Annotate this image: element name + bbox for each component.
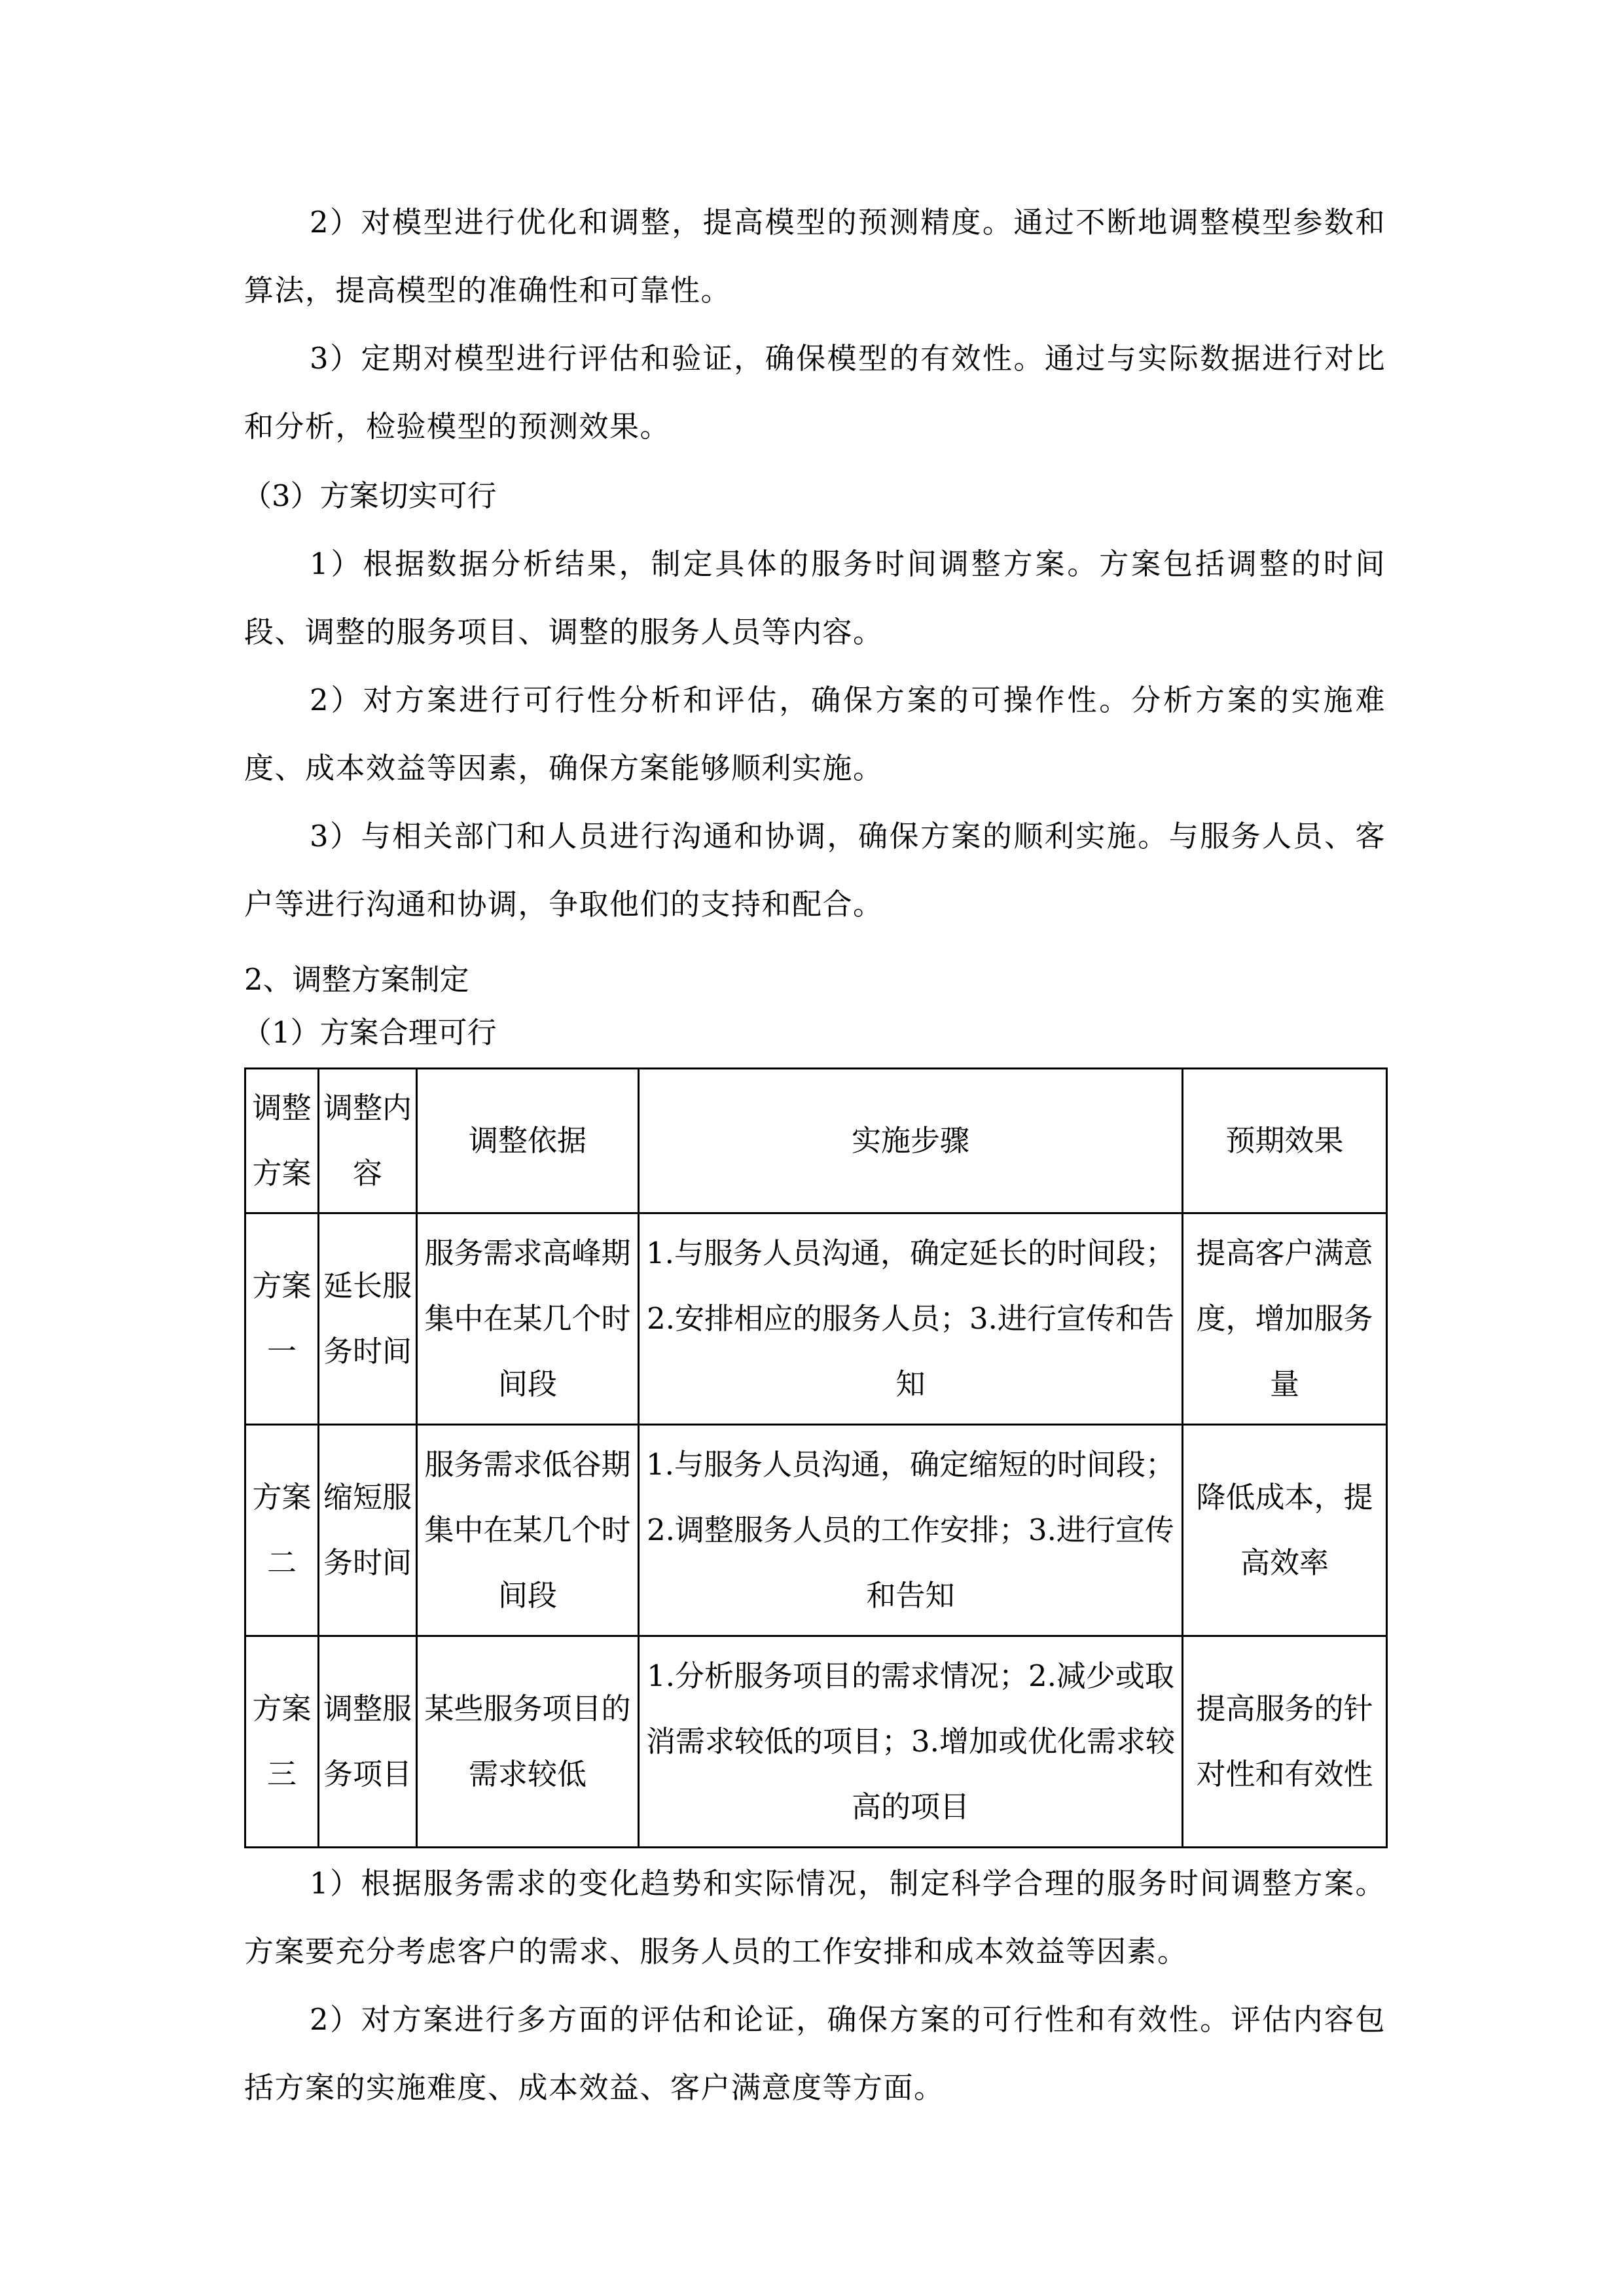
cell-effect: 降低成本，提高效率 — [1183, 1425, 1387, 1636]
cell-plan: 方案三 — [245, 1636, 319, 1848]
cell-basis: 某些服务项目的需求较低 — [417, 1636, 639, 1848]
cell-effect: 提高客户满意度，增加服务量 — [1183, 1213, 1387, 1425]
paragraph-plan-item-1: 1）根据数据分析结果，制定具体的服务时间调整方案。方案包括调整的时间段、调整的服务项目、调整的服务人员等内容。 — [244, 547, 1386, 649]
cell-plan: 方案二 — [245, 1425, 319, 1636]
paragraph-plan-item-2: 2）对方案进行可行性分析和评估，确保方案的可操作性。分析方案的实施难度、成本效益等因素，确保方案能够顺利实施。 — [244, 683, 1386, 785]
cell-steps: 1.分析服务项目的需求情况；2.减少或取消需求较低的项目；3.增加或优化需求较高的项目 — [639, 1636, 1183, 1848]
table-header-row — [245, 1069, 1387, 1213]
section-heading-feasible: （3）方案切实可行 — [242, 478, 497, 513]
cell-content: 延长服务时间 — [319, 1213, 417, 1425]
paragraph-model-optimization: 2）对模型进行优化和调整，提高模型的预测精度。通过不断地调整模型参数和算法，提高模型的准确性和可靠性。 — [244, 205, 1386, 308]
cell-basis: 服务需求高峰期集中在某几个时间段 — [417, 1213, 639, 1425]
paragraph-plan-item-3: 3）与相关部门和人员进行沟通和协调，确保方案的顺利实施。与服务人员、客户等进行沟通和协调，争取他们的支持和配合。 — [244, 819, 1386, 922]
chapter-heading-plan-formulation: 2、调整方案制定 — [244, 962, 469, 997]
cell-plan: 方案一 — [245, 1213, 319, 1425]
cell-effect: 提高服务的针对性和有效性 — [1183, 1636, 1387, 1848]
header-content: 调整内容 — [319, 1069, 417, 1213]
header-effect: 预期效果 — [1183, 1069, 1387, 1213]
paragraph-conclusion-1: 1）根据服务需求的变化趋势和实际情况，制定科学合理的服务时间调整方案。方案要充分考虑客户的需求、服务人员的工作安排和成本效益等因素。 — [244, 1866, 1386, 1969]
subheading-reasonable-feasible: （1）方案合理可行 — [242, 1015, 497, 1050]
header-plan: 调整方案 — [245, 1069, 319, 1213]
paragraph-conclusion-2: 2）对方案进行多方面的评估和论证，确保方案的可行性和有效性。评估内容包括方案的实施难度、成本效益、客户满意度等方面。 — [244, 2002, 1386, 2105]
cell-steps: 1.与服务人员沟通，确定缩短的时间段；2.调整服务人员的工作安排；3.进行宣传和告知 — [639, 1425, 1183, 1636]
table-row — [245, 1213, 1387, 1425]
table-row — [245, 1425, 1387, 1636]
cell-content: 缩短服务时间 — [319, 1425, 417, 1636]
table-row — [245, 1636, 1387, 1848]
header-steps: 实施步骤 — [639, 1069, 1183, 1213]
cell-steps: 1.与服务人员沟通，确定延长的时间段；2.安排相应的服务人员；3.进行宣传和告知 — [639, 1213, 1183, 1425]
adjustment-plan-table — [244, 1067, 1388, 1848]
header-basis: 调整依据 — [417, 1069, 639, 1213]
cell-basis: 服务需求低谷期集中在某几个时间段 — [417, 1425, 639, 1636]
paragraph-model-evaluation: 3）定期对模型进行评估和验证，确保模型的有效性。通过与实际数据进行对比和分析，检验模型的预测效果。 — [244, 341, 1386, 444]
cell-content: 调整服务项目 — [319, 1636, 417, 1848]
